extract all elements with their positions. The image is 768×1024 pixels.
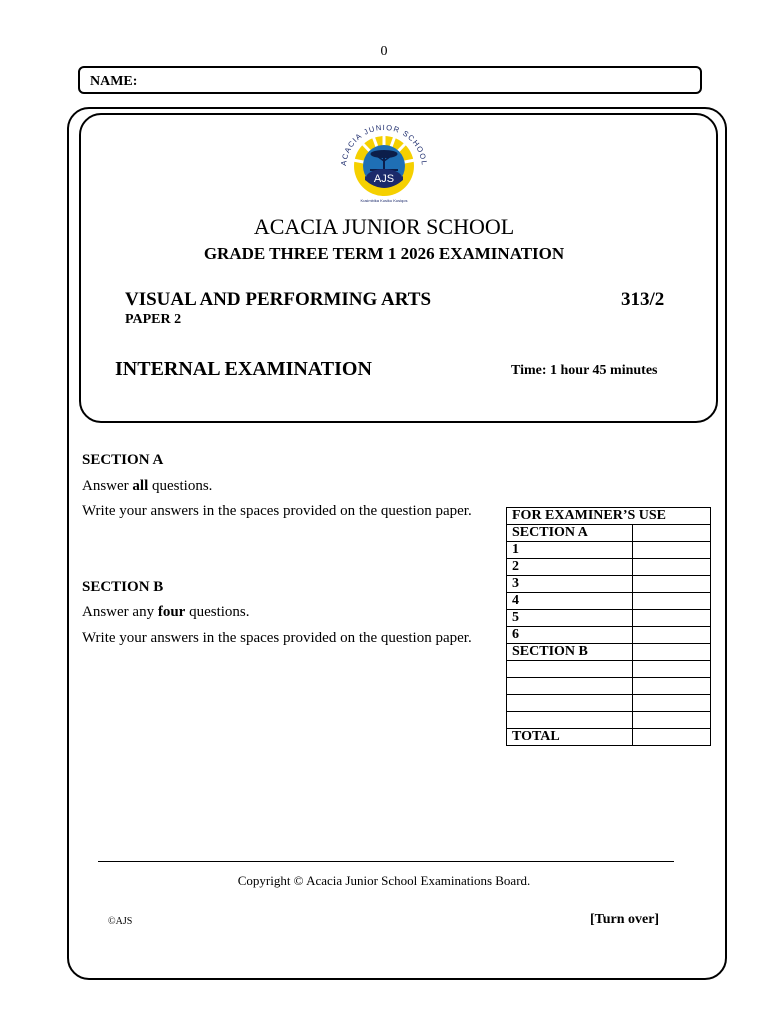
table-row xyxy=(507,576,711,593)
table-row xyxy=(507,644,711,661)
section-a-instruction-1: Answer all questions. xyxy=(82,478,213,494)
section-a-instruction-2: Write your answers in the spaces provided on the question paper. xyxy=(82,503,472,519)
footer-divider xyxy=(98,861,674,862)
score-cell[interactable] xyxy=(633,525,711,542)
exam-type: INTERNAL EXAMINATION xyxy=(115,358,372,380)
page-number: 0 xyxy=(380,44,388,59)
logo-arc-text: ACACIA JUNIOR SCHOOL xyxy=(338,122,430,167)
row-label: 2 xyxy=(507,559,633,576)
row-label: 1 xyxy=(507,542,633,559)
table-row xyxy=(507,627,711,644)
score-cell[interactable] xyxy=(633,695,711,712)
score-cell[interactable] xyxy=(633,576,711,593)
copyright-notice: Copyright © Acacia Junior School Examinations Board. xyxy=(237,873,531,888)
examiner-table-title: FOR EXAMINER’S USE xyxy=(507,508,711,525)
score-cell[interactable] xyxy=(633,661,711,678)
row-label: 5 xyxy=(507,610,633,627)
row-label: 6 xyxy=(507,627,633,644)
logo-motto: Kusimbika Kusiku Kusiqos xyxy=(360,198,408,203)
table-row xyxy=(507,695,711,712)
table-row xyxy=(507,610,711,627)
row-label: SECTION A xyxy=(507,525,633,542)
row-label xyxy=(507,712,633,729)
exam-time: Time: 1 hour 45 minutes xyxy=(511,363,658,378)
section-b-instruction-2: Write your answers in the spaces provided on the question paper. xyxy=(82,630,472,646)
section-a-heading: SECTION A xyxy=(82,452,164,468)
row-label: SECTION B xyxy=(507,644,633,661)
subject-title: VISUAL AND PERFORMING ARTS xyxy=(125,289,432,310)
turn-over: [Turn over] xyxy=(590,912,660,927)
row-label xyxy=(507,661,633,678)
table-row xyxy=(507,661,711,678)
name-field[interactable] xyxy=(78,66,702,94)
school-logo xyxy=(332,116,436,206)
table-row xyxy=(507,729,711,746)
score-cell[interactable] xyxy=(633,678,711,695)
table-row xyxy=(507,559,711,576)
score-cell[interactable] xyxy=(633,610,711,627)
exam-title: GRADE THREE TERM 1 2026 EXAMINATION xyxy=(203,244,565,263)
examiner-table-header xyxy=(507,508,711,525)
logo-monogram: AJS xyxy=(373,173,395,185)
section-b-heading: SECTION B xyxy=(82,579,164,595)
table-row xyxy=(507,678,711,695)
row-label: 4 xyxy=(507,593,633,610)
score-cell[interactable] xyxy=(633,559,711,576)
table-row xyxy=(507,525,711,542)
score-cell[interactable] xyxy=(633,729,711,746)
score-cell[interactable] xyxy=(633,627,711,644)
school-name: ACACIA JUNIOR SCHOOL xyxy=(253,214,515,239)
score-cell[interactable] xyxy=(633,712,711,729)
row-label: 3 xyxy=(507,576,633,593)
examiner-table xyxy=(506,507,711,746)
row-label: TOTAL xyxy=(507,729,633,746)
small-copyright: ©AJS xyxy=(108,916,133,927)
score-cell[interactable] xyxy=(633,593,711,610)
paper-number: PAPER 2 xyxy=(125,312,182,327)
row-label xyxy=(507,695,633,712)
table-row xyxy=(507,542,711,559)
table-row xyxy=(507,593,711,610)
score-cell[interactable] xyxy=(633,644,711,661)
name-label: NAME: xyxy=(90,74,138,89)
section-b-instruction-1: Answer any four questions. xyxy=(82,604,250,620)
subject-code: 313/2 xyxy=(621,289,665,310)
row-label xyxy=(507,678,633,695)
table-row xyxy=(507,712,711,729)
score-cell[interactable] xyxy=(633,542,711,559)
